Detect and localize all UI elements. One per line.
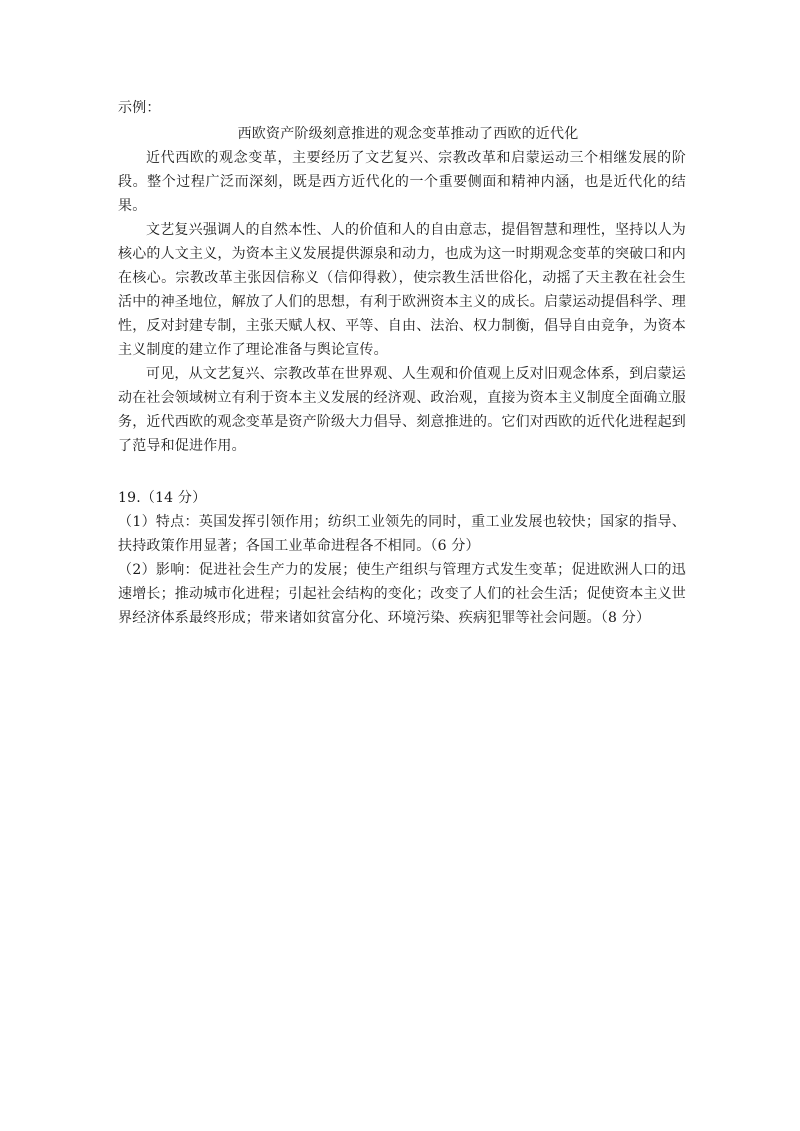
answer-content (118, 96, 686, 630)
question-19-item-1: （1）特点：英国发挥引领作用；纺织工业领先的同时，重工业发展也较快；国家的指导、扶持政策作用显著；各国工业革命进程各不相同。（6 分） (118, 514, 686, 554)
essay-title: 西欧资产阶级刻意推进的观念变革推动了西欧的近代化 (237, 126, 579, 142)
example-label: 示例： (118, 100, 161, 116)
question-19-item-2: （2）影响：促进社会生产力的发展；使生产组织与管理方式发生变革；促进欧洲人口的迅速增长；推动城市化进程；引起社会结构的变化；改变了人们的社会生活；促使资本主义世界经济体系最终形成；带来诸如贫富分化、环境污染、疾病犯罪等社会问题。（8 分） (118, 562, 686, 626)
essay-paragraph-1: 近代西欧的观念变革，主要经历了文艺复兴、宗教改革和启蒙运动三个相继发展的阶段。整个过程广泛而深刻，既是西方近代化的一个重要侧面和精神内涵，也是近代化的结果。 (118, 150, 686, 214)
question-19-section (118, 486, 686, 630)
essay-paragraph-2: 文艺复兴强调人的自然本性、人的价值和人的自由意志，提倡智慧和理性，坚持以人为核心的人文主义，为资本主义发展提供源泉和动力，也成为这一时期观念变革的突破口和内在核心。宗教改革主张因信称义（信仰得救），使宗教生活世俗化，动摇了天主教在社会生活中的神圣地位，解放了人们的思想，有利于欧洲资本主义的成长。启蒙运动提倡科学、理性，反对封建专制，主张天赋人权、平等、自由、法治、权力制衡，倡导自由竞争，为资本主义制度的建立作了理论准备与舆论宣传。 (118, 222, 686, 358)
question-19-heading: 19.（14 分） (118, 490, 207, 506)
essay-paragraph-3: 可见，从文艺复兴、宗教改革在世界观、人生观和价值观上反对旧观念体系，到启蒙运动在社会领域树立有利于资本主义发展的经济观、政治观，直接为资本主义制度全面确立服务，近代西欧的观念变革是资产阶级大力倡导、刻意推进的。它们对西欧的近代化进程起到了范导和促进作用。 (118, 366, 686, 454)
